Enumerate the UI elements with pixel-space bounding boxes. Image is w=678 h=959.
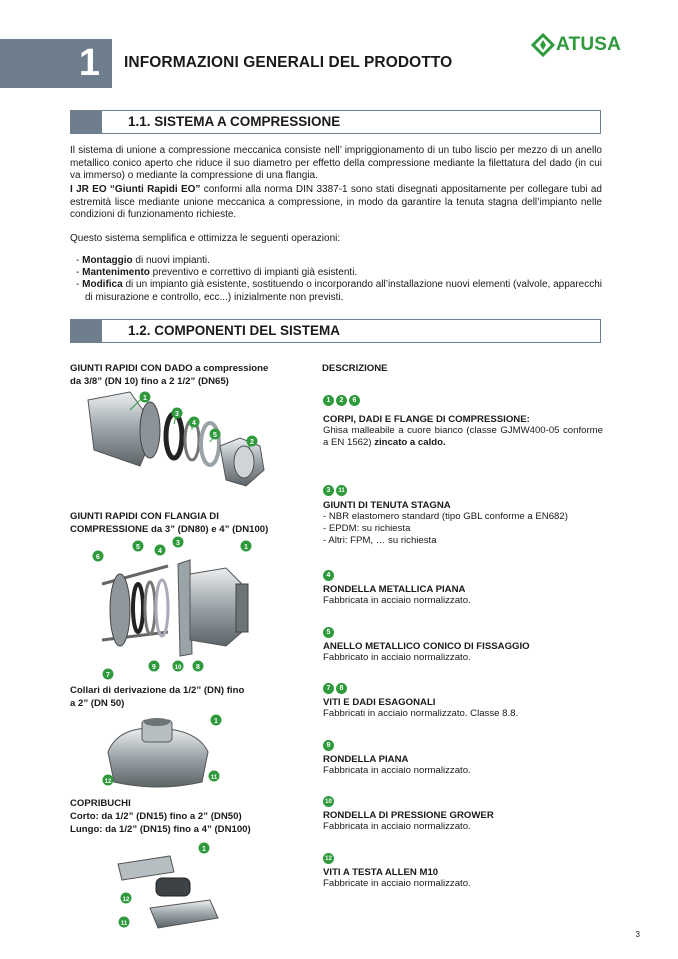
callout-1: 1 [143,395,147,402]
product-label-line: Corto: da 1/2” (DN15) fino a 2” (DN50) [70,811,242,822]
description-line: - Altri: FPM, … su richiesta [323,535,437,546]
number-badge: 3 [323,485,334,496]
description-text: Fabbricata in acciaio normalizzato. [323,765,471,776]
callout-8: 8 [196,664,200,671]
callout-9: 9 [152,664,156,671]
callout-11: 11 [120,921,128,927]
callout-2: 2 [250,439,254,446]
callout-5: 5 [213,432,217,439]
descrizione-heading: DESCRIZIONE [322,363,388,374]
list-item-text: di nuovi impianti. [132,255,210,266]
product-label-line: COMPRESSIONE da 3” (DN80) e 4” (DN100) [70,524,269,535]
badge-group [323,853,603,864]
badge-group [323,627,603,638]
chapter-title: INFORMAZIONI GENERALI DEL PRODOTTO [124,54,453,71]
operations-list [76,255,602,304]
badge-group [323,683,603,694]
illustration-flange-joint [86,536,266,678]
badge-group [323,485,603,496]
paragraph-2-bold: I JR EO “Giunti Rapidi EO” [70,184,201,195]
number-badge: 1 [323,395,334,406]
product-label-line: da 3/8” (DN 10) fino a 2 1/2” (DN65) [70,376,229,387]
product-label-line: Collari di derivazione da 1/2” (DN) fino [70,685,245,696]
number-badge: 11 [336,485,347,496]
callout-12: 12 [104,779,112,785]
product-label-line: Lungo: da 1/2” (DN15) fino a 4” (DN100) [70,824,251,835]
callout-3: 3 [175,411,179,418]
badge-group [323,570,603,581]
callout-1: 1 [214,718,218,725]
list-item-text: preventivo e correttivo di impianti già esistenti. [149,267,358,279]
description-block-5 [323,683,603,720]
number-badge: 4 [323,570,334,581]
description-text: Fabbricato in acciaio normalizzato. [323,652,471,663]
product-label-4 [70,797,310,836]
logo-diamond-icon [532,34,554,56]
callout-12: 12 [122,897,130,903]
description-title: RONDELLA METALLICA PIANA [323,584,466,595]
illustration-hole-cover [110,842,240,938]
description-text [323,425,603,449]
description-title: RONDELLA DI PRESSIONE GROWER [323,810,494,821]
number-badge: 6 [349,395,360,406]
section-header-1-2 [70,319,601,343]
badge-group [323,395,603,406]
badge-group [323,796,603,807]
callout-4: 4 [192,420,196,427]
product-label-line: a 2” (DN 50) [70,698,125,709]
description-title: VITI E DADI ESAGONALI [323,697,436,708]
list-item-bold: Mantenimento [82,267,150,279]
description-text: Fabbricate in acciaio normalizzato. [323,878,471,889]
illustration-compression-nut-joint [80,388,280,498]
page-number: 3 [635,930,640,939]
paragraph-2-text: conformi alla norma DIN 3387-1 sono stati disegnati appositamente per collegare tubi ad estremità lisce mediante unione meccanica a compressione, in modo da garantire la tenuta stagna dell’impianto nelle condizioni di funzionamento richieste. [70,184,602,220]
description-block-2 [323,485,603,547]
description-title: RONDELLA PIANA [323,754,409,765]
section-bar [71,111,102,133]
list-item: - Montaggio di nuovi impianti. [76,255,210,266]
paragraph-2 [70,184,602,222]
section-bar [71,320,102,342]
list-item-bold: Modifica [82,279,123,291]
product-label-line: GIUNTI RAPIDI CON DADO a compressione [70,363,269,374]
number-badge: 8 [336,683,347,694]
logo-text: ATUSA [556,34,622,55]
illustration-branch-collar [98,712,228,796]
callout-6: 6 [96,554,100,561]
paragraph-3: Questo sistema semplifica e ottimizza le seguenti operazioni: [70,233,341,244]
list-item: - Modifica di un impianto già esistente, sostituendo o incorporando all’installazione nuovi elementi (valvole, apparecchi di misurazione e controllo, ecc...) inizialmente non previsti. [76,279,602,303]
description-text-part: Ghisa malleabile a cuore bianco (classe GJMW400-05 conforme a EN 1562) [323,425,603,448]
paragraph-1: Il sistema di unione a compressione meccanica consiste nell’ impriggionamento di un tubo liscio per mezzo di un anello metallico conico aperto che riduce il suo diametro per effetto della compressione mediante la filettatura del dado (in cui va immerso) o mediante la compressione di una flangia. [70,145,602,181]
section-header-1-1 [70,110,601,134]
atusa-logo [532,34,621,56]
callout-1: 1 [244,544,248,551]
description-text: Fabbricata in acciaio normalizzato. [323,595,471,606]
description-block-6 [323,740,603,777]
section-title: 1.2. COMPONENTI DEL SISTEMA [128,323,341,338]
list-item: - Mantenimento preventivo e correttivo di impianti già esistenti. [76,267,358,279]
product-label-3 [70,684,310,710]
product-label-line: GIUNTI RAPIDI CON FLANGIA DI [70,511,219,522]
number-badge: 10 [323,796,334,807]
callout-5: 5 [136,544,140,551]
number-badge: 5 [323,627,334,638]
description-line: - NBR elastomero standard (tipo GBL conforme a EN682) [323,511,568,522]
description-block-8 [323,853,603,890]
description-text: Fabbricati in acciaio normalizzato. Classe 8.8. [323,708,519,719]
description-title: CORPI, DADI E FLANGE DI COMPRESSIONE: [323,414,530,425]
callout-11: 11 [210,775,218,781]
number-badge: 2 [336,395,347,406]
section-title: 1.1. SISTEMA A COMPRESSIONE [128,114,341,129]
number-badge: 12 [323,853,334,864]
description-block-1 [323,395,603,449]
description-title: VITI A TESTA ALLEN M10 [323,867,439,878]
number-badge: 7 [323,683,334,694]
description-block-4 [323,627,603,664]
callout-1: 1 [202,846,206,853]
callout-10: 10 [174,665,182,671]
list-item-bold: Montaggio [82,255,133,266]
description-title: ANELLO METALLICO CONICO DI FISSAGGIO [323,641,530,652]
product-label-1 [70,362,310,388]
description-text-bold: zincato a caldo. [374,437,446,448]
description-block-7 [323,796,603,833]
product-label-line: COPRIBUCHI [70,798,131,809]
number-badge: 9 [323,740,334,751]
list-item-text: di un impianto già esistente, sostituendo o incorporando all’installazione nuovi elementi (valvole, apparecchi di misurazione e controllo, ecc...) inizialmente non previsti. [85,279,602,303]
description-title: GIUNTI DI TENUTA STAGNA [323,500,451,511]
product-label-2 [70,510,310,536]
chapter-number: 1 [78,42,100,84]
callout-4: 4 [158,548,162,555]
badge-group [323,740,603,751]
callout-7: 7 [106,672,110,679]
callout-3: 3 [176,540,180,547]
description-line: - EPDM: su richiesta [323,523,411,534]
description-block-3 [323,570,603,607]
description-text: Fabbricata in acciaio normalizzato. [323,821,471,832]
